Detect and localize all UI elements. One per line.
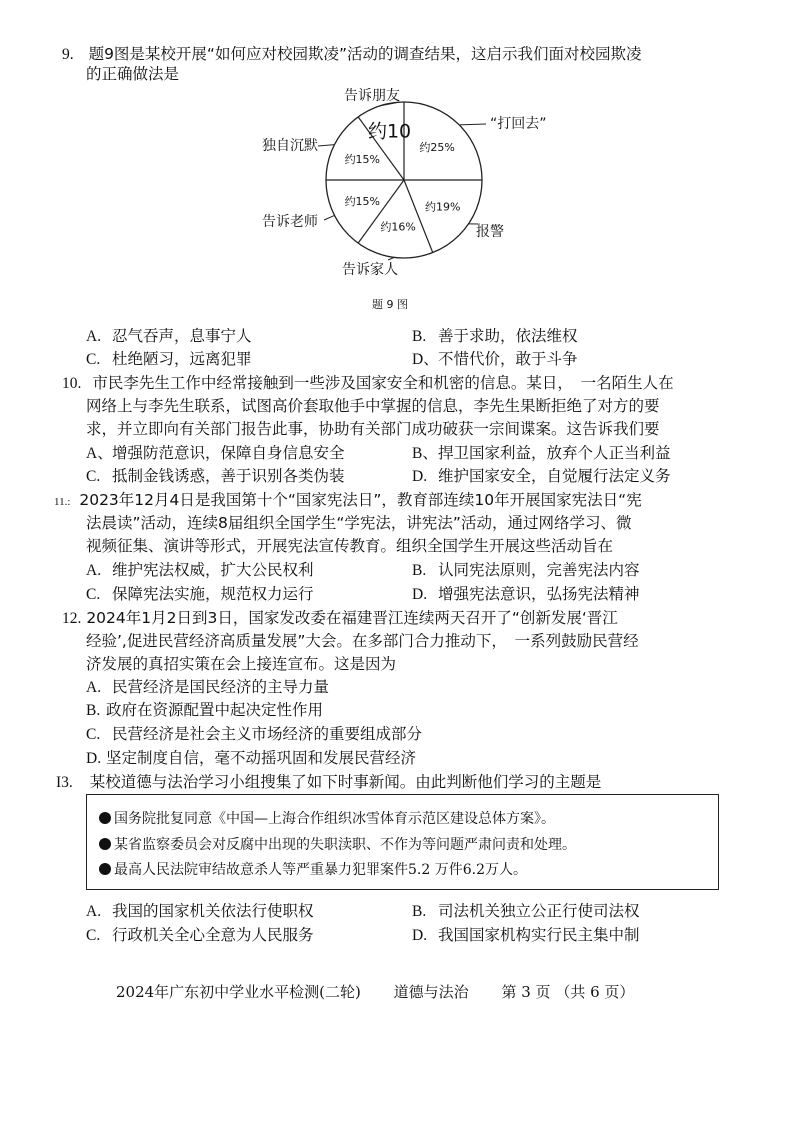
q10-option-a[interactable]: A、增强防范意识，保障自身信息安全	[86, 444, 345, 462]
pie-leader-line	[388, 257, 394, 260]
q11-option-b[interactable]: B. 认同宪法原则，完善宪法内容	[412, 561, 640, 579]
q13-option-b[interactable]: B. 司法机关独立公正行使司法权	[412, 902, 640, 920]
q13-number: I3.	[56, 774, 73, 791]
q13-stem-line1: I3. 某校道德与法治学习小组搜集了如下时事新闻。由此判断他们学习的主题是	[56, 773, 602, 791]
q10-stem-line3: 求，并立即向有关部门报告此事，协助有关部门成功破获一宗间谍案。这告诉我们要	[86, 420, 660, 438]
q11-option-c[interactable]: C. 保障宪法实施，规范权力运行	[86, 585, 314, 603]
bullet-icon	[99, 838, 111, 850]
pie-slice-boundary	[358, 180, 404, 243]
pie-leader-line	[318, 145, 335, 146]
pie-category-label: 告诉老师	[262, 214, 318, 230]
footer-page-number: 第 3 页 （共 6 页）	[501, 983, 635, 1001]
q13-news-box	[86, 794, 719, 890]
pie-slice-boundary	[404, 180, 433, 253]
q9-number: 9.	[62, 46, 74, 63]
q11-stem-line2: 法晨读”活动，连续8届组织全国学生“学宪法，讲宪法”活动，通过网络学习、微	[86, 514, 632, 532]
q10-option-d[interactable]: D. 维护国家安全，自觉履行法定义务	[412, 467, 671, 485]
pie-slice-label: 约16%	[380, 220, 416, 234]
pie-category-label: 告诉朋友	[344, 88, 400, 104]
q12-option-d[interactable]: D. 坚定制度自信，毫不动摇巩固和发展民营经济	[86, 749, 417, 767]
q9-figure-caption: 题 9 图	[372, 298, 408, 311]
q12-option-b[interactable]: B. 政府在资源配置中起决定性作用	[86, 701, 324, 719]
pie-leader-line	[324, 215, 335, 220]
pie-category-label: 报警	[476, 224, 504, 240]
pie-slice-label: 约25%	[419, 140, 455, 154]
q13-news-item: 最高人民法院审结故意杀人等严重暴力犯罪案件5.2 万件6.2万人。	[99, 859, 527, 879]
q11-stem-line1: 11.: 2023年12月4日是我国第十个“国家宪法日”，教育部连续10年开展国家宪法日“宪	[54, 491, 642, 509]
q13-option-c[interactable]: C. 行政机关全心全意为人民服务	[86, 926, 314, 944]
footer-subject: 道德与法治	[393, 983, 469, 1001]
q9-option-d[interactable]: D、不惜代价，敢于斗争	[412, 350, 578, 368]
q13-option-a[interactable]: A. 我国的国家机关依法行使职权	[86, 902, 314, 920]
q10-option-c[interactable]: C. 抵制金钱诱惑，善于识别各类伪装	[86, 467, 345, 485]
pie-category-label: 告诉家人	[342, 262, 398, 278]
q9-option-a[interactable]: A. 忍气吞声，息事宁人	[86, 327, 252, 345]
q13-news-item: 某省监察委员会对反腐中出现的失职渎职、不作为等问题严肃问责和处理。	[99, 834, 576, 854]
q12-stem-line3: 济发展的真招实策在会上接连宣布。这是因为	[86, 655, 397, 673]
q12-stem-line1: 12. 2024年1月2日到3日，国家发改委在福建晋江连续两天召开了“创新发展‘晋江	[62, 609, 618, 627]
q10-stem-line1: 10. 市民李先生工作中经常接触到一些涉及国家安全和机密的信息。某日， 一名陌生人在	[62, 374, 674, 392]
pie-slice-label: 约15%	[344, 152, 381, 166]
q11-stem-line3: 视频征集、演讲等形式，开展宪法宣传教育。组织全国学生开展这些活动旨在	[86, 537, 614, 555]
q9-stem-line1	[62, 44, 642, 65]
q11-number: 11.:	[54, 496, 71, 508]
q9-option-c[interactable]: C. 杜绝陋习，远离犯罪	[86, 350, 252, 368]
pie-slice-label: 约19%	[424, 200, 461, 214]
q12-number: 12.	[62, 610, 82, 627]
pie-slice-label: 约15%	[344, 195, 381, 209]
q11-option-a[interactable]: A. 维护宪法权威，扩大公民权利	[86, 561, 314, 579]
q9-stem-text1: 题9图是某校开展“如何应对校园欺凌”活动的调查结果，这启示我们面对校园欺凌	[88, 45, 642, 63]
bullet-icon	[99, 863, 111, 875]
q9-stem-line2: 的正确做法是	[86, 65, 180, 83]
q13-option-d[interactable]: D. 我国国家机构实行民主集中制	[412, 926, 640, 944]
q10-stem-line2: 网络上与李先生联系，试图高价套取他手中掌握的信息，李先生果断拒绝了对方的要	[86, 397, 660, 415]
pie-category-label: “打回去”	[490, 116, 547, 132]
q9-pie-chart	[240, 80, 570, 290]
q10-option-b[interactable]: B、捍卫国家利益，放弃个人正当利益	[412, 444, 671, 462]
footer-exam-title: 2024年广东初中学业水平检测(二轮)	[116, 983, 361, 1001]
pie-slice-label: 约10	[367, 120, 412, 143]
pie-leader-line	[459, 124, 486, 125]
q12-option-c[interactable]: C. 民营经济是社会主义市场经济的重要组成部分	[86, 725, 423, 743]
bullet-icon	[99, 812, 111, 824]
q12-stem-line2: 经验’,促进民营经济高质量发展”大会。在多部门合力推动下， 一系列鼓励民营经	[86, 632, 639, 650]
q9-option-b[interactable]: B. 善于求助，依法维权	[412, 327, 578, 345]
page-footer	[116, 981, 662, 1002]
q13-news-item: 国务院批复同意《中国—上海合作组织冰雪体育示范区建设总体方案》。	[99, 808, 555, 828]
q11-option-d[interactable]: D. 增强宪法意识，弘扬宪法精神	[412, 585, 640, 603]
pie-category-label: 独自沉默	[262, 138, 318, 154]
q10-number: 10.	[62, 375, 82, 392]
q12-option-a[interactable]: A. 民营经济是国民经济的主导力量	[86, 678, 330, 696]
